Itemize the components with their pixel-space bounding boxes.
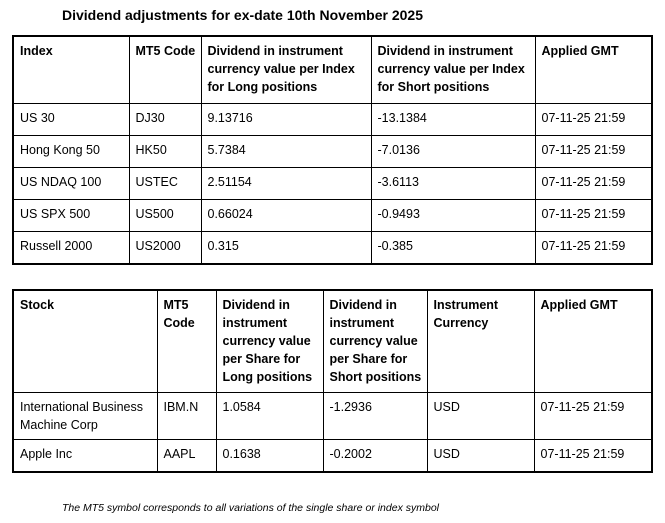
- cell-index-name: Hong Kong 50: [13, 136, 129, 168]
- cell-mt5-code: HK50: [129, 136, 201, 168]
- cell-applied-gmt: 07-11-25 21:59: [535, 136, 652, 168]
- stock-dividend-table: [12, 289, 653, 473]
- header-dividend-short: Dividend in instrument currency value per Index for Short positions: [371, 36, 535, 104]
- cell-stock-name: International Business Machine Corp: [13, 393, 157, 440]
- header-mt5-code: MT5 Code: [129, 36, 201, 104]
- index-dividend-table: [12, 35, 653, 265]
- cell-dividend-long: 1.0584: [216, 393, 323, 440]
- cell-mt5-code: DJ30: [129, 104, 201, 136]
- cell-dividend-long: 5.7384: [201, 136, 371, 168]
- cell-index-name: Russell 2000: [13, 232, 129, 265]
- index-table-header-row: [13, 36, 652, 104]
- header-applied-gmt: Applied GMT: [535, 36, 652, 104]
- cell-index-name: US NDAQ 100: [13, 168, 129, 200]
- header-mt5-code: MT5 Code: [157, 290, 216, 393]
- stock-table-header-row: [13, 290, 652, 393]
- cell-dividend-long: 0.66024: [201, 200, 371, 232]
- header-instrument-currency: Instrument Currency: [427, 290, 534, 393]
- table-row: [13, 168, 652, 200]
- footnote: The MT5 symbol corresponds to all variations of the single share or index symbol: [62, 502, 440, 514]
- cell-applied-gmt: 07-11-25 21:59: [535, 200, 652, 232]
- table-row: [13, 440, 652, 473]
- table-row: [13, 200, 652, 232]
- cell-dividend-long: 0.1638: [216, 440, 323, 473]
- cell-dividend-short: -0.385: [371, 232, 535, 265]
- cell-dividend-long: 0.315: [201, 232, 371, 265]
- cell-mt5-code: IBM.N: [157, 393, 216, 440]
- cell-index-name: US SPX 500: [13, 200, 129, 232]
- header-dividend-long: Dividend in instrument currency value per Share for Long positions: [216, 290, 323, 393]
- cell-dividend-long: 9.13716: [201, 104, 371, 136]
- cell-dividend-short: -13.1384: [371, 104, 535, 136]
- cell-mt5-code: US500: [129, 200, 201, 232]
- table-row: [13, 104, 652, 136]
- cell-dividend-short: -0.2002: [323, 440, 427, 473]
- header-dividend-long: Dividend in instrument currency value per Index for Long positions: [201, 36, 371, 104]
- cell-instrument-currency: USD: [427, 393, 534, 440]
- cell-dividend-short: -1.2936: [323, 393, 427, 440]
- table-row: [13, 136, 652, 168]
- cell-applied-gmt: 07-11-25 21:59: [535, 168, 652, 200]
- table-row: [13, 393, 652, 440]
- page-title: Dividend adjustments for ex-date 10th November 2025: [62, 7, 423, 23]
- cell-dividend-short: -7.0136: [371, 136, 535, 168]
- cell-index-name: US 30: [13, 104, 129, 136]
- cell-stock-name: Apple Inc: [13, 440, 157, 473]
- cell-mt5-code: USTEC: [129, 168, 201, 200]
- cell-applied-gmt: 07-11-25 21:59: [534, 440, 652, 473]
- cell-applied-gmt: 07-11-25 21:59: [534, 393, 652, 440]
- cell-dividend-long: 2.51154: [201, 168, 371, 200]
- cell-dividend-short: -0.9493: [371, 200, 535, 232]
- cell-applied-gmt: 07-11-25 21:59: [535, 232, 652, 265]
- header-dividend-short: Dividend in instrument currency value per Share for Short positions: [323, 290, 427, 393]
- cell-mt5-code: AAPL: [157, 440, 216, 473]
- header-applied-gmt: Applied GMT: [534, 290, 652, 393]
- table-row: [13, 232, 652, 265]
- cell-applied-gmt: 07-11-25 21:59: [535, 104, 652, 136]
- cell-mt5-code: US2000: [129, 232, 201, 265]
- header-index: Index: [13, 36, 129, 104]
- cell-instrument-currency: USD: [427, 440, 534, 473]
- header-stock: Stock: [13, 290, 157, 393]
- cell-dividend-short: -3.6113: [371, 168, 535, 200]
